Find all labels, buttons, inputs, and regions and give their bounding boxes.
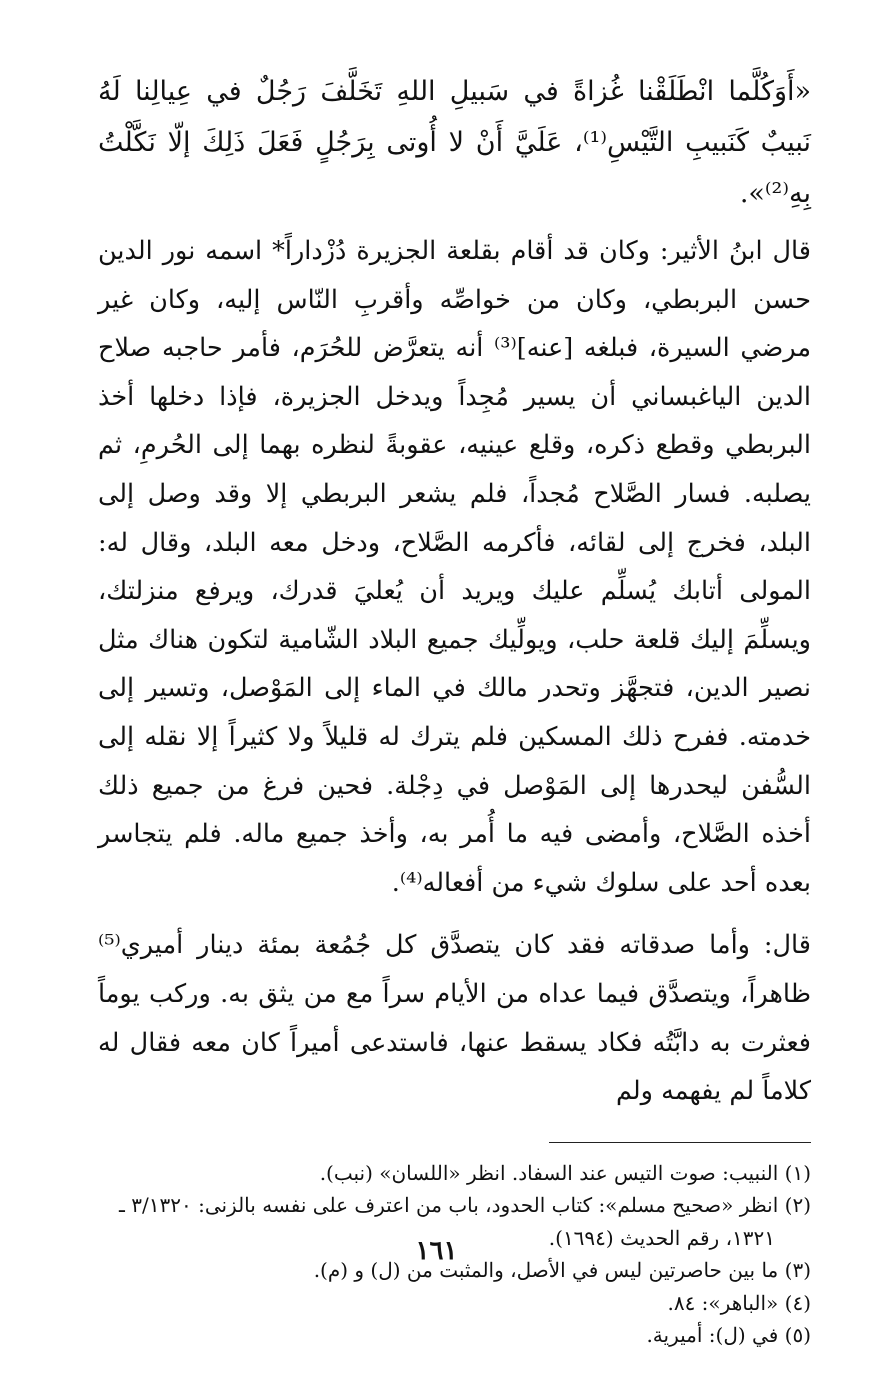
footnote-text: النبيب: صوت التيس عند السفاد. انظر «اللسان» (نبب). — [319, 1160, 779, 1185]
footnote-text: في (ل): أميرية. — [646, 1323, 779, 1348]
footnote-number: (١) — [784, 1160, 811, 1185]
paragraph-1: قال ابنُ الأثير: وكان قد أقام بقلعة الجزيرة دُزْداراً* اسمه نور الدين حسن البربطي، وكان من خواصِّه وأقربِ النّاس إليه، وكان غير مرضي السيرة، فبلغه [عنه]⁽³⁾ أنه يتعرَّض للحُرَم، فأمر حاجبه صلاح الدين الياغبساني أن يسير مُجِداً ويدخل الجزيرة، فإذا دخلها أخذ البربطي وقطع ذكره، وقلع عينيه، عقوبةً لنظره بهما إلى الحُرمِ، ثم يصلبه. فسار الصَّلاح مُجداً، فلم يشعر البربطي إلا وقد وصل إلى البلد، فخرج إلى لقائه، فأكرمه الصَّلاح، ودخل معه البلد، وقال له: المولى أتابك يُسلِّم عليك ويريد أن يُعليَ قدرك، ويرفع منزلتك، ويسلِّمَ إليك قلعة حلب، ويولِّيك جميع البلاد الشّامية لتكون هناك مثل نصير الدين، فتجهَّز وتحدر مالك في الماء إلى المَوْصل، وتسير إلى خدمته. ففرح ذلك المسكين فلم يترك له قليلاً ولا كثيراً إلا نقله إلى السُّفن ليحدرها إلى المَوْصل في دِجْلة. فحين فرغ من جميع ذلك أخذه الصَّلاح، وأمضى فيه ما أُمر به، وأخذ جميع ماله. فلم يتجاسر بعده أحد على سلوك شيء من أفعاله⁽⁴⁾. — [98, 236, 812, 898]
footnote-2 — [98, 1189, 811, 1222]
footnote-number: (٤) — [784, 1290, 811, 1315]
footnote-text: «الباهر»: ٨٤. — [667, 1290, 779, 1315]
page-number: ١٦١ — [415, 1236, 458, 1266]
footnote-number: (٥) — [784, 1323, 811, 1348]
hadith-quote: «أَوَكُلَّما انْطَلَقْنا غُزاةً في سَبيلِ اللهِ تَخَلَّفَ رَجُلٌ في عِيالِنا لَهُ نَبيبٌ كَنَبيبِ التَّيْسِ⁽¹⁾، عَلَيَّ أَنْ لا أُوتى بِرَجُلٍ فَعَلَ ذَلِكَ إلّا نَكَّلْتُ بِهِ⁽²⁾». — [98, 76, 812, 209]
footnote-text: ما بين حاصرتين ليس في الأصل، والمثبت من (ل) و (م). — [313, 1258, 779, 1283]
footnote-number: (٢) — [784, 1193, 811, 1218]
footnote-text: انظر «صحيح مسلم»: كتاب الحدود، باب من اعترف على نفسه بالزنى: ٣/١٣٢٠ ـ — [119, 1193, 779, 1218]
footnote-5 — [98, 1319, 811, 1352]
footnote-1 — [98, 1157, 811, 1190]
footnote-4 — [98, 1287, 811, 1320]
footnote-divider — [549, 1142, 811, 1143]
footnote-number: (٣) — [784, 1258, 811, 1283]
footnote-2-continued: ١٣٢١، رقم الحديث (١٦٩٤). — [548, 1225, 775, 1250]
paragraph-2: قال: وأما صدقاته فقد كان يتصدَّق كل جُمُعة بمئة دينار أميري⁽⁵⁾ ظاهراً، ويتصدَّق فيما عداه من الأيام سراً مع من يثق به. وركب يوماً فعثرت به دابَّتُه فكاد يسقط عنها، فاستدعى أميراً كان معه فقال له كلاماً لم يفهمه ولم — [98, 930, 811, 1107]
